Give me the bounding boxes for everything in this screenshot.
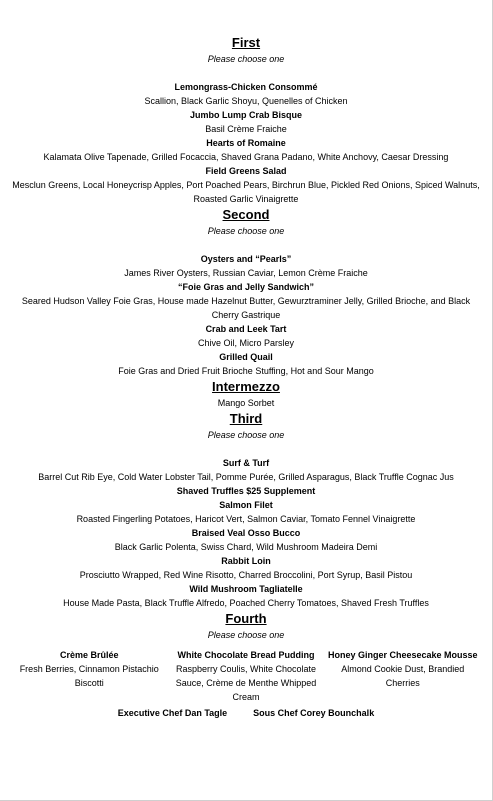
sous-chef: Sous Chef Corey Bounchalk <box>253 708 375 718</box>
item-name: Field Greens Salad <box>205 166 287 176</box>
section-title: First <box>231 35 261 50</box>
item-name: Lemongrass-Chicken Consommé <box>174 82 318 92</box>
item-name: “Foie Gras and Jelly Sandwich” <box>177 282 315 292</box>
chef-credits <box>12 706 480 720</box>
item-desc: Basil Crème Fraiche <box>205 124 287 134</box>
item-name: Braised Veal Osso Bucco <box>191 528 301 538</box>
item-desc: Kalamata Olive Tapenade, Grilled Focaccia, Shaved Grana Padano, White Anchovy, Caesar Dressing <box>43 152 449 162</box>
section-fourth <box>12 610 480 642</box>
item-desc: Roasted Fingerling Potatoes, Haricot Vert, Salmon Caviar, Tomato Fennel Vinaigrette <box>76 514 416 524</box>
dessert-columns <box>12 648 480 704</box>
section-title: Fourth <box>225 611 267 626</box>
dessert-item <box>169 648 323 704</box>
section-title: Second <box>222 207 270 222</box>
item-name: Wild Mushroom Tagliatelle <box>189 584 303 594</box>
item-desc: House Made Pasta, Black Truffle Alfredo, Poached Cherry Tomatoes, Shaved Fresh Truffles <box>63 598 429 608</box>
section-intermezzo <box>12 378 480 410</box>
section-subtitle: Please choose one <box>207 430 285 440</box>
section-title: Intermezzo <box>212 379 280 394</box>
item-name: Crab and Leek Tart <box>205 324 287 334</box>
item-name: Rabbit Loin <box>221 556 271 566</box>
dessert-name: White Chocolate Bread Pudding <box>177 650 315 660</box>
item-name: Shaved Truffles $25 Supplement <box>176 486 316 496</box>
menu-content <box>12 34 480 720</box>
item-desc: James River Oysters, Russian Caviar, Lemon Crème Fraiche <box>124 268 368 278</box>
item-desc: Scallion, Black Garlic Shoyu, Quenelles of Chicken <box>144 96 348 106</box>
executive-chef: Executive Chef Dan Tagle <box>117 708 228 718</box>
dessert-item <box>12 648 166 704</box>
item-name: Salmon Filet <box>219 500 273 510</box>
section-subtitle: Please choose one <box>207 54 285 64</box>
section-first <box>12 34 480 206</box>
item-name: Grilled Quail <box>219 352 273 362</box>
section-second <box>12 206 480 378</box>
item-name: Jumbo Lump Crab Bisque <box>189 110 302 120</box>
dessert-desc: Fresh Berries, Cinnamon Pistachio Biscotti <box>19 664 159 688</box>
dessert-desc: Raspberry Coulis, White Chocolate Sauce, Crème de Menthe Whipped Cream <box>175 664 317 702</box>
section-title: Third <box>229 411 263 426</box>
dessert-item <box>326 648 480 704</box>
item-desc: Chive Oil, Micro Parsley <box>197 338 295 348</box>
item-desc: Mesclun Greens, Local Honeycrisp Apples, Port Poached Pears, Birchrun Blue, Pickled Red Onions, Spiced Walnuts, Roasted Garlic Vinaigrette <box>12 180 480 204</box>
item-desc: Barrel Cut Rib Eye, Cold Water Lobster Tail, Pomme Purée, Grilled Asparagus, Black Truffle Cognac Jus <box>38 472 454 482</box>
item-name: Hearts of Romaine <box>206 138 286 148</box>
item-desc: Prosciutto Wrapped, Red Wine Risotto, Charred Broccolini, Port Syrup, Basil Pistou <box>79 570 413 580</box>
item-desc: Mango Sorbet <box>217 398 275 408</box>
section-subtitle: Please choose one <box>207 630 285 640</box>
item-desc: Foie Gras and Dried Fruit Brioche Stuffing, Hot and Sour Mango <box>118 366 374 376</box>
item-name: Oysters and “Pearls” <box>200 254 292 264</box>
dessert-desc: Almond Cookie Dust, Brandied Cherries <box>341 664 465 688</box>
section-third <box>12 410 480 610</box>
item-desc: Seared Hudson Valley Foie Gras, House made Hazelnut Butter, Gewurztraminer Jelly, Grilled Brioche, and Black Cherry Gastrique <box>21 296 471 320</box>
section-subtitle: Please choose one <box>207 226 285 236</box>
item-name: Surf & Turf <box>222 458 270 468</box>
dessert-name: Crème Brûlée <box>59 650 119 660</box>
dessert-name: Honey Ginger Cheesecake Mousse <box>328 650 478 660</box>
item-desc: Black Garlic Polenta, Swiss Chard, Wild Mushroom Madeira Demi <box>114 542 378 552</box>
